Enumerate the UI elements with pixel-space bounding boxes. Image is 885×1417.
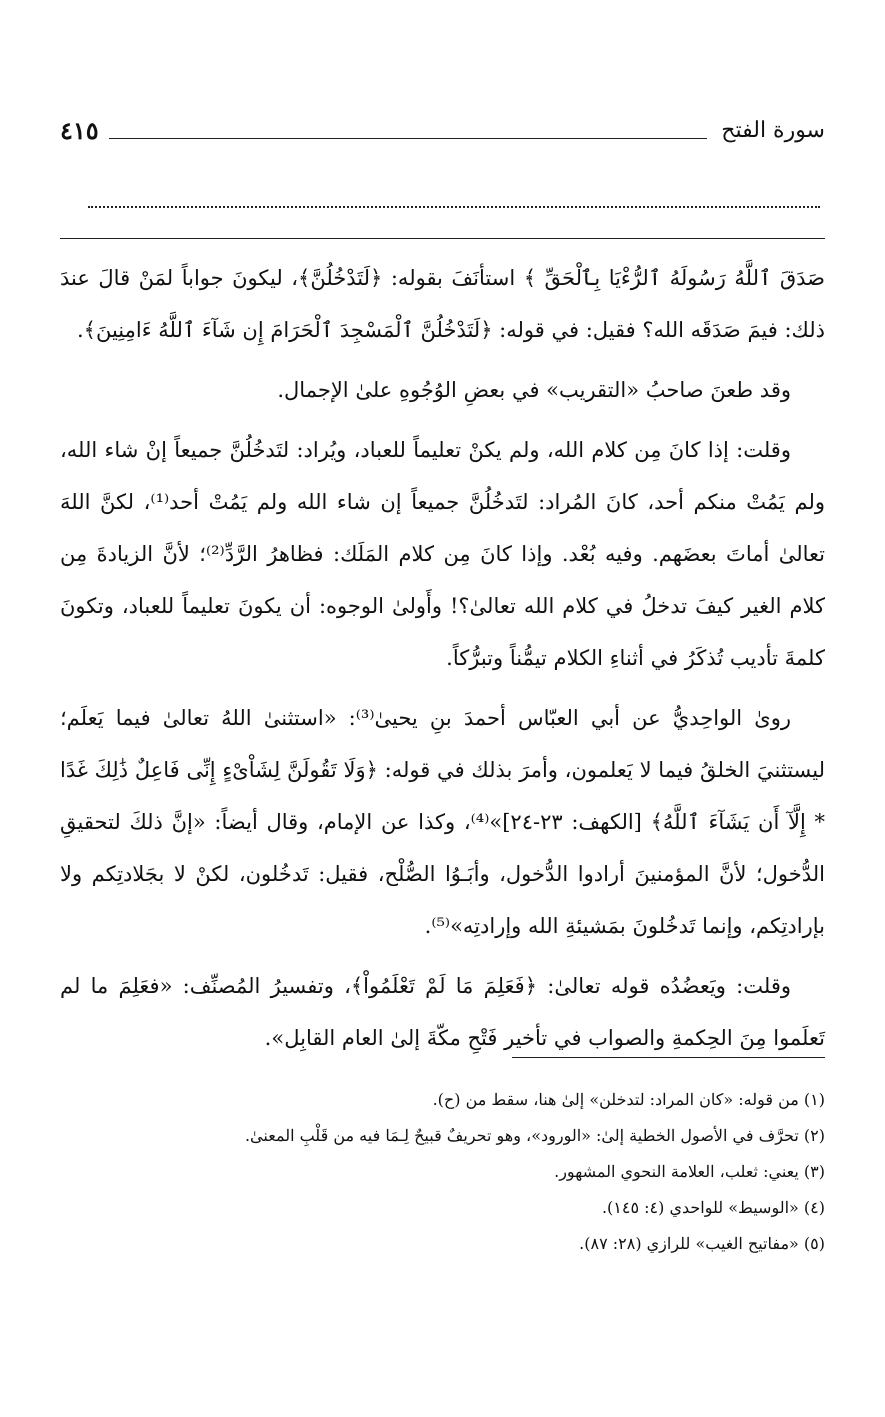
footnote-4: (٤) «الوسيط» للواحدي (٤: ١٤٥). <box>601 1198 825 1217</box>
header-rule <box>109 138 708 139</box>
footnote-1: (١) من قوله: «كان المراد: لتدخلن» إلىٰ هنا، سقط من (ح). <box>432 1090 825 1109</box>
main-text <box>60 252 825 1072</box>
paragraph-1: صَدَقَ ٱللَّهُ رَسُولَهُ ٱلرُّءْيَا بِٱلْحَقِّ ﴾ استأنَفَ بقوله: ﴿لَتَدْخُلُنَّ﴾، ليكونَ جواباً لمَنْ قالَ عندَ ذلك: فيمَ صَدَقَه الله؟ فقيل: في قوله: ﴿لَتَدْخُلُنَّ ٱلْمَسْجِدَ ٱلْحَرَامَ إِن شَآءَ ٱللَّهُ ءَامِنِينَ﴾. <box>60 266 825 342</box>
footnotes <box>60 1082 825 1262</box>
text-top-rule <box>60 238 825 239</box>
page-number: ٤١٥ <box>60 115 99 145</box>
paragraph-5: وقلت: ويَعضُدُه قوله تعالىٰ: ﴿فَعَلِمَ مَا لَمْ تَعْلَمُواْ﴾، وتفسيرُ المُصنِّف: «فعَلِمَ ما لم تَعلَموا مِنَ الحِكمةِ والصواب في تأخير فَتْحِ مكّةَ إلىٰ العام القابِل». <box>60 974 825 1050</box>
footnote-2: (٢) تحرَّف في الأصول الخطية إلىٰ: «الورود»، وهو تحريفٌ قبيحٌ لِـمَا فيه من قَلْبِ المعنىٰ. <box>244 1126 825 1145</box>
paragraph-4: روىٰ الواحِديُّ عن أبي العبّاس أحمدَ بنِ يحيىٰ⁽³⁾: «استثنىٰ اللهُ تعالىٰ فيما يَعلَم؛ ليستثنيَ الخلقُ فيما لا يَعلمون، وأمرَ بذلك في قوله: ﴿وَلَا تَقُولَنَّ لِشَاْىْءٍ إِنِّى فَاعِلٌ ذَٰلِكَ غَدًا * إِلَّآ أَن يَشَآءَ ٱللَّهُ﴾ [الكهف: ٢٣-٢٤]»⁽⁴⁾، وكذا عن الإمام، وقال أيضاً: «إنَّ ذلكَ لتحقيقِ الدُّخول؛ لأنَّ المؤمنينَ أرادوا الدُّخول، وأبَـوُا الصُّلْح، فقيل: تَدخُلون، لكنْ لا بجَلادتِكم ولا بإرادتِكم، وإنما تَدخُلونَ بمَشيئةِ الله وإرادتِه»⁽⁵⁾. <box>60 706 825 938</box>
footnote-rule <box>512 1057 825 1058</box>
dotted-separator <box>88 206 820 208</box>
footnote-3: (٣) يعني: ثعلب، العلامة النحوي المشهور. <box>554 1162 825 1181</box>
running-title: سورة الفتح <box>721 117 825 143</box>
page-header <box>60 112 825 148</box>
paragraph-3: وقلت: إذا كانَ مِن كلام الله، ولم يكنْ تعليماً للعباد، ويُراد: لتَدخُلُنَّ جميعاً إنْ شاء الله، ولم يَمُتْ منكم أحد، كانَ المُراد: لتَدخُلُنَّ جميعاً إن شاء الله ولم يَمُتْ أحد⁽¹⁾، لكنَّ اللهَ تعالىٰ أماتَ بعضَهم. وفيه بُعْد. وإذا كانَ مِن كلام المَلَك: فظاهرُ الرَّدِّ⁽²⁾؛ لأنَّ الزيادةَ مِن كلام الغير كيفَ تدخلُ في كلام الله تعالىٰ؟! وأَولىٰ الوجوه: أن يكونَ تعليماً للعباد، وتكونَ كلمةَ تأديب تُذكَرُ في أثناءِ الكلام تيمُّناً وتبرُّكاً. <box>60 438 825 670</box>
footnote-5: (٥) «مفاتيح الغيب» للرازي (٢٨: ٨٧). <box>579 1234 825 1253</box>
paragraph-2: وقد طعنَ صاحبُ «التقريب» في بعضِ الوُجُوهِ علىٰ الإجمال. <box>277 378 791 402</box>
